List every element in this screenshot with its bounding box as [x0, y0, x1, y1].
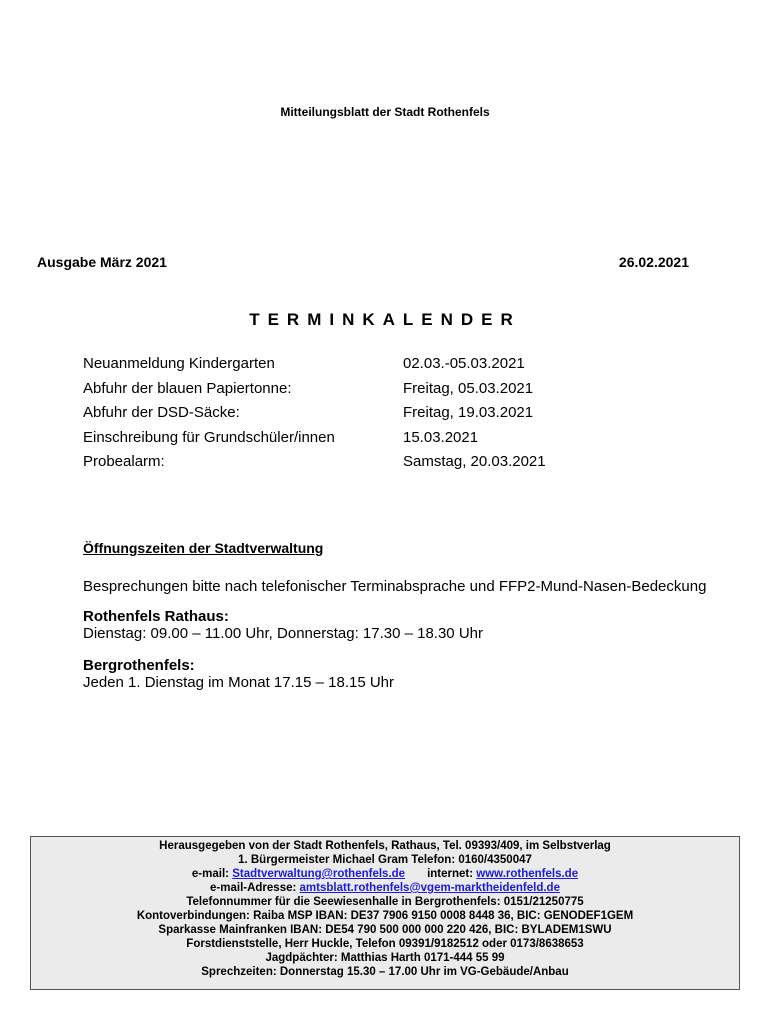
- email2-label: e-mail-Adresse:: [210, 882, 297, 894]
- event-name: Neuanmeldung Kindergarten: [83, 355, 275, 372]
- imprint-hall-phone: Telefonnummer für die Seewiesenhalle in Bergrothenfels: 0151/21250775: [186, 896, 584, 908]
- imprint-forestry: Forstdienststelle, Herr Huckle, Telefon 09391/9182512 oder 0173/8638653: [186, 938, 584, 950]
- event-date: Freitag, 05.03.2021: [403, 379, 534, 397]
- event-date: Samstag, 20.03.2021: [403, 453, 546, 470]
- document-title: Mitteilungsblatt der Stadt Rothenfels: [280, 105, 490, 119]
- event-name: Abfuhr der DSD-Säcke:: [83, 404, 240, 421]
- imprint-publisher: Herausgegeben von der Stadt Rothenfels, Rathaus, Tel. 09393/409, im Selbstverlag: [159, 840, 611, 852]
- imprint-office-hours: Sprechzeiten: Donnerstag 15.30 – 17.00 Uhr im VG-Gebäude/Anbau: [201, 966, 569, 978]
- issue-date: 26.02.2021: [618, 254, 689, 270]
- email-label: e-mail:: [191, 868, 229, 880]
- imprint-box: [30, 836, 740, 990]
- internet-label: internet:: [427, 868, 474, 880]
- imprint-contact: [31, 867, 739, 881]
- event-date: 02.03.-05.03.2021: [403, 355, 525, 372]
- imprint-bank-sparkasse: Sparkasse Mainfranken IBAN: DE54 790 500 000 000 220 426, BIC: BYLADEM1SWU: [158, 924, 612, 936]
- location-rathaus: [83, 608, 483, 642]
- event-name: Abfuhr der blauen Papiertonne:: [83, 379, 292, 397]
- location-name: Bergrothenfels:: [83, 657, 195, 674]
- email-link[interactable]: Stadtverwaltung@rothenfels.de: [232, 868, 406, 880]
- calendar-title: TERMINKALENDER: [249, 310, 521, 329]
- appointment-note: Besprechungen bitte nach telefonischer Terminabsprache und FFP2-Mund-Nasen-Bedeckung: [83, 578, 707, 595]
- imprint-hunting: Jagdpächter: Matthias Harth 0171-444 55 99: [265, 952, 505, 964]
- imprint-mayor: 1. Bürgermeister Michael Gram Telefon: 0160/4350047: [238, 854, 532, 866]
- website-link[interactable]: www.rothenfels.de: [476, 868, 579, 880]
- opening-hours-heading: Öffnungszeiten der Stadtverwaltung: [83, 540, 324, 556]
- issue-label: Ausgabe März 2021: [37, 254, 167, 270]
- event-date: 15.03.2021: [403, 428, 479, 446]
- event-name: Probealarm:: [83, 453, 165, 470]
- location-bergrothenfels: [83, 657, 394, 691]
- event-name: Einschreibung für Grundschüler/innen: [83, 428, 335, 446]
- location-hours: Jeden 1. Dienstag im Monat 17.15 – 18.15 Uhr: [83, 674, 395, 691]
- location-name: Rothenfels Rathaus:: [83, 608, 229, 625]
- email2-link[interactable]: amtsblatt.rothenfels@vgem-marktheidenfeld.de: [299, 882, 560, 894]
- imprint-bank-raiba: Kontoverbindungen: Raiba MSP IBAN: DE37 7906 9150 0008 8448 36, BIC: GENODEF1GEM: [136, 910, 634, 922]
- event-date: Freitag, 19.03.2021: [403, 404, 534, 421]
- location-hours: Dienstag: 09.00 – 11.00 Uhr, Donnerstag: 17.30 – 18.30 Uhr: [83, 625, 483, 642]
- imprint-email2: [31, 881, 739, 895]
